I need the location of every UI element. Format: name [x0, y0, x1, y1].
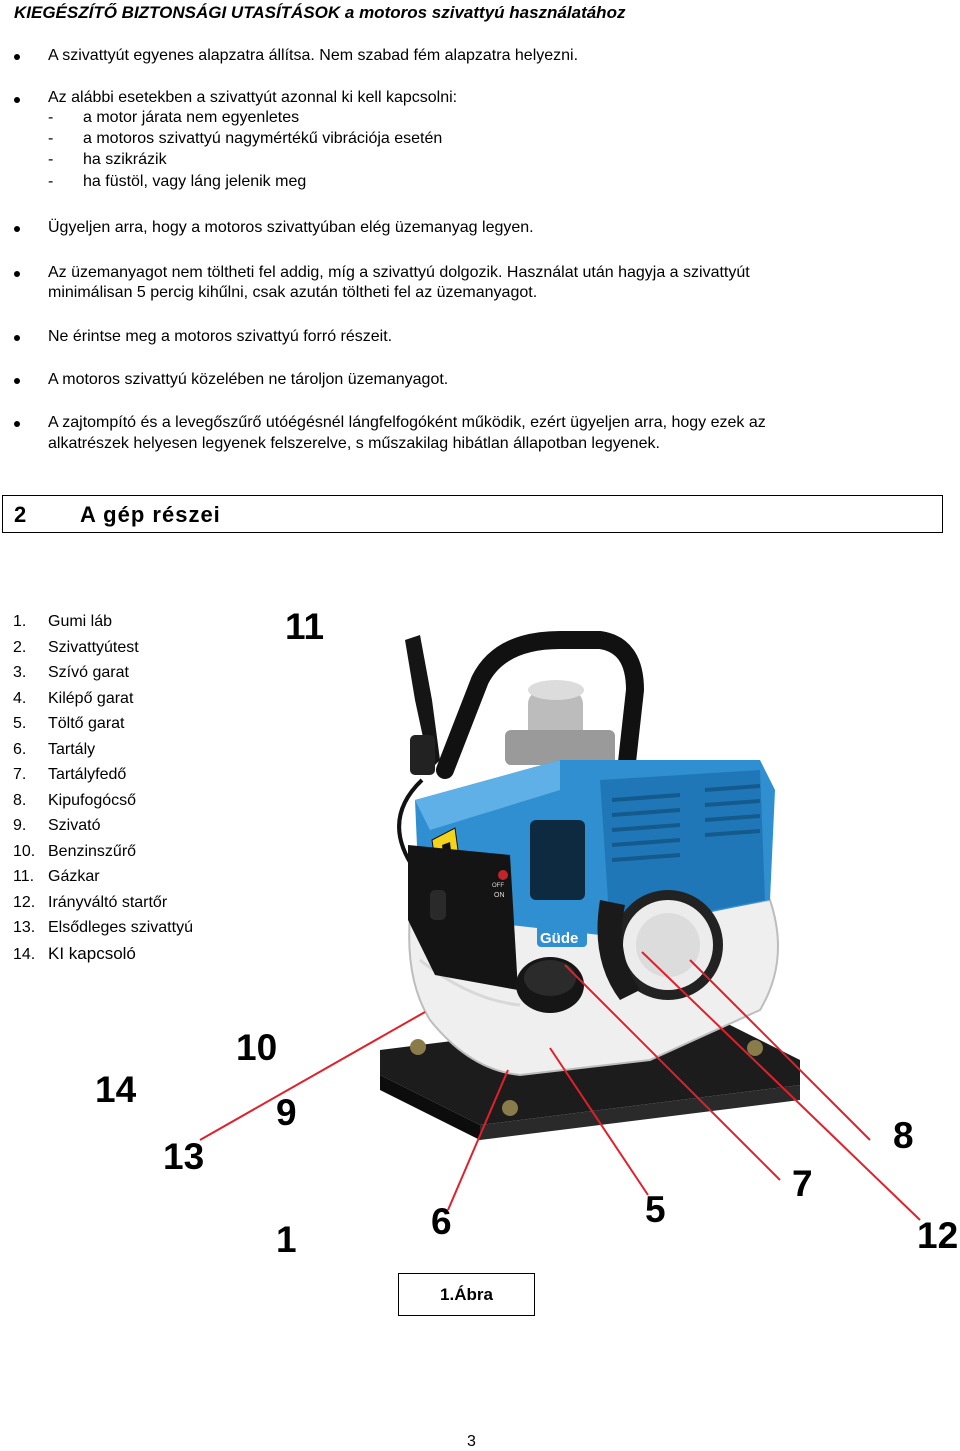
- section-number: 2: [14, 502, 27, 527]
- list-item: 1. Gumi láb: [13, 613, 113, 630]
- safety-item-2: Az alábbi esetekben a szivattyút azonnal ki kell kapcsolni:: [48, 89, 458, 106]
- list-item: 2. Szivattyútest: [13, 638, 139, 656]
- callout-10: 10: [236, 1027, 278, 1068]
- list-item: 13. Elsődleges szivattyú: [13, 919, 193, 936]
- callout-11: 11: [285, 606, 325, 647]
- list-item: 8. Kipufogócső: [13, 791, 137, 809]
- safety-item-7-line1: A zajtompító és a levegőszűrő utóégésnél lángfelfogóként működik, ezért ügyeljen arra, hogy ezek az: [48, 414, 766, 431]
- callout-9: 9: [276, 1092, 297, 1133]
- dash-item-text: a motor járata nem egyenletes: [83, 109, 300, 126]
- switch-off-label: OFF: [492, 883, 504, 889]
- page-title: KIEGÉSZÍTŐ BIZTONSÁGI UTASÍTÁSOK a motoros szivattyú használatához: [14, 3, 626, 22]
- brand-logo: Güde: [540, 930, 579, 947]
- callout-6: 6: [431, 1201, 452, 1242]
- safety-item-3: Ügyeljen arra, hogy a motoros szivattyúban elég üzemanyag legyen.: [48, 219, 534, 236]
- safety-item-4-line2: minimálisan 5 percig kihűlni, csak azután töltheti fel az üzemanyagot.: [48, 284, 538, 301]
- dash-item-text: ha szikrázik: [83, 151, 167, 168]
- callout-1: 1: [276, 1219, 297, 1260]
- safety-item-6: A motoros szivattyú közelében ne tároljon üzemanyagot.: [48, 371, 449, 388]
- list-item: 9. Szivató: [13, 817, 101, 834]
- safety-item-1: A szivattyút egyenes alapzatra állítsa. Nem szabad fém alapzatra helyezni.: [48, 47, 579, 64]
- figure-caption: 1.Ábra: [398, 1273, 535, 1316]
- callout-8: 8: [893, 1115, 914, 1156]
- exhaust-pipe: [505, 680, 615, 765]
- list-item: 4. Kilépő garat: [13, 689, 134, 707]
- list-item: 11. Gázkar: [13, 868, 100, 885]
- recoil-starter: [598, 895, 719, 1000]
- fuel-cap: [516, 957, 584, 1013]
- dash-item: -: [48, 151, 54, 168]
- callout-12: 12: [917, 1215, 959, 1256]
- list-item: 5. Töltő garat: [13, 715, 125, 732]
- callout-14: 14: [95, 1069, 137, 1110]
- list-item: 10. Benzinszűrő: [13, 842, 137, 860]
- callout-5: 5: [645, 1189, 666, 1230]
- list-item: 3. Szívó garat: [13, 664, 129, 681]
- dash-item: -: [48, 173, 54, 190]
- callout-7: 7: [792, 1163, 813, 1204]
- switch-on-label: ON: [494, 892, 505, 899]
- safety-item-5: Ne érintse meg a motoros szivattyú forró részeit.: [48, 328, 393, 345]
- dash-item: -: [48, 130, 54, 147]
- list-item: 7. Tartályfedő: [13, 766, 127, 783]
- list-item: 12. Irányváltó startőr: [13, 893, 168, 911]
- list-item: 14. KI kapcsoló: [13, 943, 136, 963]
- list-item: 6. Tartály: [13, 740, 96, 758]
- dash-item-text: ha füstöl, vagy láng jelenik meg: [83, 173, 307, 190]
- callout-13: 13: [163, 1136, 205, 1177]
- section-title: A gép részei: [80, 502, 221, 527]
- dash-item: -: [48, 109, 54, 126]
- safety-item-4-line1: Az üzemanyagot nem töltheti fel addig, míg a szivattyú dolgozik. Használat után hagyja a szivattyút: [48, 264, 750, 281]
- safety-item-7-line2: alkatrészek helyesen legyenek felszerelve, s műszakilag hibátlan állapotban legyenek.: [48, 435, 660, 452]
- page-number: 3: [467, 1433, 476, 1450]
- dash-item-text: a motoros szivattyú nagymértékű vibrációja esetén: [83, 130, 443, 147]
